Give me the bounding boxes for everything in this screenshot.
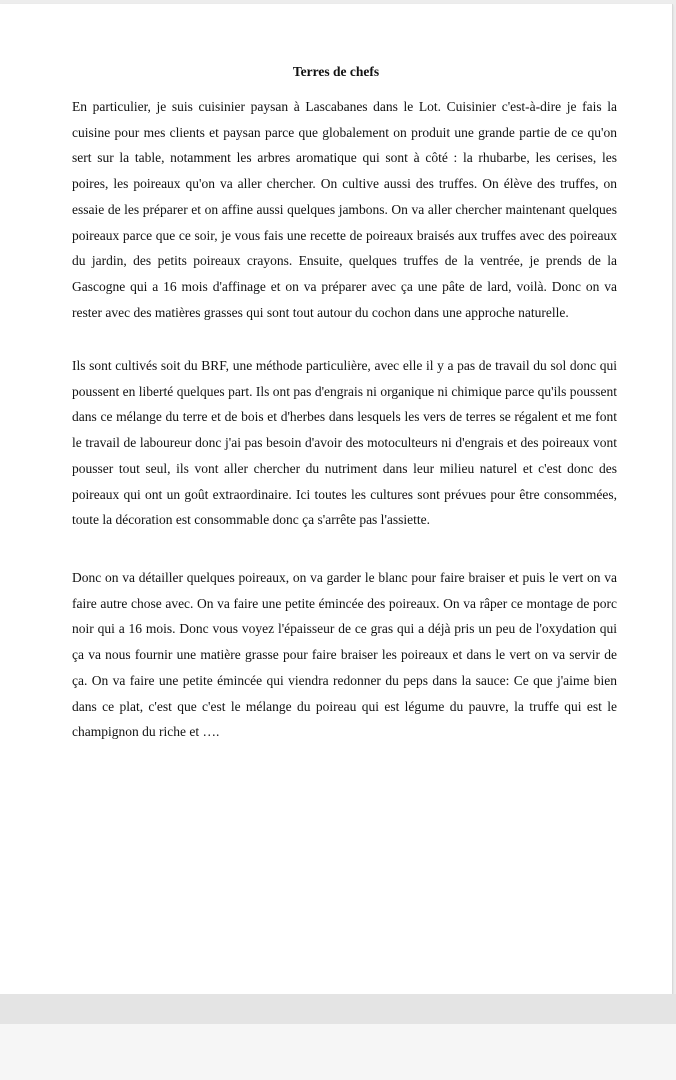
paragraph-1: En particulier, je suis cuisinier paysan à Lascabanes dans le Lot. Cuisinier c'est-à-dire je fais la cuisine pour mes clients et paysan parce que globalement on produit une grande partie de ce qu'on sert sur la table, notamment les arbres aromatique qui sont à côté : la rhubarbe, les cerises, les poires, les poireaux qu'on va aller chercher. On cultive aussi des truffes. On élève des truffes, on essaie de les préparer et on affine aussi quelques jambons. On va aller chercher maintenant quelques poireaux parce que ce soir, je vous fais une recette de poireaux braisés aux truffes avec des poireaux du jardin, des petits poireaux crayons. Ensuite, quelques truffes de la ventrée, je prends de la Gascogne qui a 16 mois d'affinage et on va préparer avec ça une pâte de lard, voilà. Donc on va rester avec des matières grasses qui sont tout autour du cochon dans une approche naturelle. bbox=[72, 99, 617, 320]
paragraph-2: Ils sont cultivés soit du BRF, une méthode particulière, avec elle il y a pas de travail du sol donc qui poussent en liberté quelques part. Ils ont pas d'engrais ni organique ni chimique parce qu'ils poussent dans ce mélange du terre et de bois et d'herbes dans lesquels les vers de terres se régalent et me font le travail de laboureur donc j'ai pas besoin d'avoir des motoculteurs ni d'engrais et des poireaux vont pousser tout seul, ils vont aller chercher du nutriment dans leur milieu naturel et c'est donc des poireaux qui ont un goût extraordinaire. Ici toutes les cultures sont prévues pour être consommées, toute la décoration est consommable donc ça s'arrête pas l'assiette. bbox=[72, 358, 617, 528]
viewer-background bbox=[0, 1024, 676, 1080]
page-bottom-shadow bbox=[0, 994, 676, 1024]
document-title: Terres de chefs bbox=[292, 64, 380, 79]
paragraph-3: Donc on va détailler quelques poireaux, on va garder le blanc pour faire braiser et puis le vert on va faire autre chose avec. On va faire une petite émincée des poireaux. On va râper ce montage de porc noir qui a 16 mois. Donc vous voyez l'épaisseur de ce gras qui a déjà pris un peu de l'oxydation qui ça va nous fournir une matière grasse pour faire braiser les poireaux et dans le vert on va servir de ça. On va faire une petite émincée qui viendra redonner du peps dans la sauce: Ce que j'aime bien dans ce plat, c'est que c'est le mélange du poireau qui est légume du pauvre, la truffe qui est le champignon du riche et …. bbox=[72, 570, 617, 740]
